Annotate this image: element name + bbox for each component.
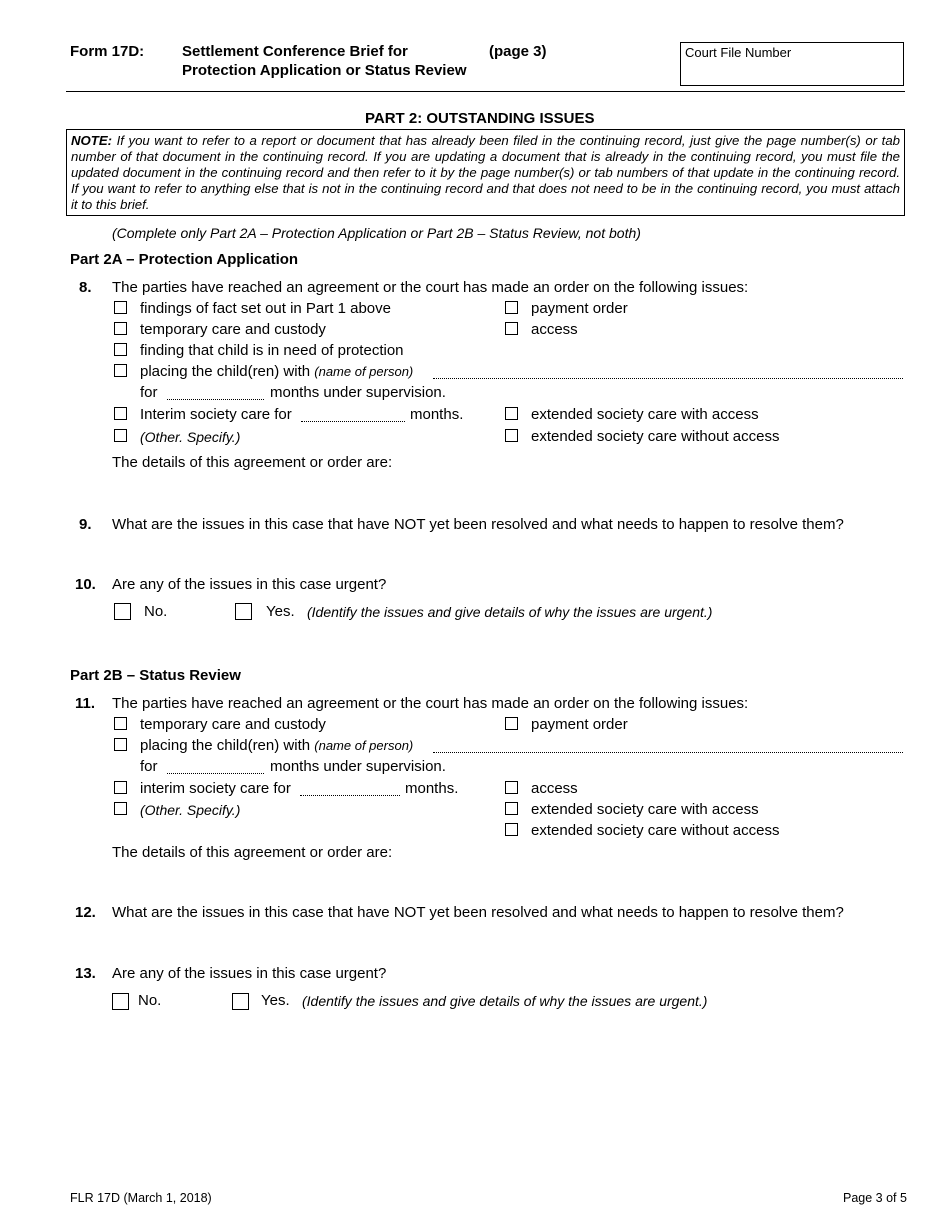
q8-interim-checkbox[interactable] <box>114 407 127 420</box>
q12-text: What are the issues in this case that have NOT yet been resolved and what needs to happen to resolve them? <box>112 904 844 921</box>
q8-placing-label: placing the child(ren) with (name of person) <box>140 363 414 380</box>
q11-person-name-field[interactable] <box>433 752 903 753</box>
q8-payment-label: payment order <box>531 300 628 317</box>
q11-temp-care-label: temporary care and custody <box>140 716 326 733</box>
q11-text: The parties have reached an agreement or the court has made an order on the following issues: <box>112 695 749 712</box>
q8-ext-without-label: extended society care without access <box>531 428 780 445</box>
court-file-number-field[interactable] <box>680 42 904 86</box>
q11-other-checkbox[interactable] <box>114 802 127 815</box>
q10-text: Are any of the issues in this case urgent? <box>112 576 387 593</box>
q8-access-label: access <box>531 321 578 338</box>
q11-details-label: The details of this agreement or order are: <box>112 844 393 861</box>
q8-findings-checkbox[interactable] <box>114 301 127 314</box>
q8-temp-care-checkbox[interactable] <box>114 322 127 335</box>
note-box <box>66 129 905 216</box>
court-file-number-label: Court File Number <box>685 45 792 60</box>
q10-yes-hint: (Identify the issues and give details of why the issues are urgent.) <box>307 604 713 620</box>
form-title-line1: Settlement Conference Brief for <box>182 43 408 60</box>
part2a-heading: Part 2A – Protection Application <box>70 251 299 268</box>
q8-interim-months-field[interactable] <box>301 421 405 422</box>
q10-no-checkbox[interactable] <box>114 603 131 620</box>
q8-person-name-field[interactable] <box>433 378 903 379</box>
q8-other-checkbox[interactable] <box>114 429 127 442</box>
q8-findings-label: findings of fact set out in Part 1 above <box>140 300 391 317</box>
q11-interim-months-field[interactable] <box>300 795 400 796</box>
q10-yes-checkbox[interactable] <box>235 603 252 620</box>
q11-supervision-months-field[interactable] <box>167 773 264 774</box>
q10-number: 10. <box>75 576 96 593</box>
q8-access-checkbox[interactable] <box>505 322 518 335</box>
q11-ext-without-label: extended society care without access <box>531 822 780 839</box>
q8-ext-with-checkbox[interactable] <box>505 407 518 420</box>
q11-payment-label: payment order <box>531 716 628 733</box>
q13-yes-label: Yes. <box>261 992 290 1009</box>
q8-for-label: for <box>140 384 158 401</box>
part2-title: PART 2: OUTSTANDING ISSUES <box>365 110 595 127</box>
q11-access-checkbox[interactable] <box>505 781 518 794</box>
page-label: (page 3) <box>489 43 547 60</box>
q8-placing-checkbox[interactable] <box>114 364 127 377</box>
q10-yes-label: Yes. <box>266 603 295 620</box>
q8-interim-label: Interim society care for <box>140 406 292 423</box>
q13-no-checkbox[interactable] <box>112 993 129 1010</box>
header-divider <box>66 91 905 92</box>
footer-form-id: FLR 17D (March 1, 2018) <box>70 1191 212 1205</box>
q11-other-label: (Other. Specify.) <box>140 802 241 818</box>
q8-temp-care-label: temporary care and custody <box>140 321 326 338</box>
q8-ext-without-checkbox[interactable] <box>505 429 518 442</box>
q11-ext-with-checkbox[interactable] <box>505 802 518 815</box>
form-title-line2: Protection Application or Status Review <box>182 62 467 79</box>
q11-interim-months-label: months. <box>405 780 459 797</box>
q9-number: 9. <box>79 516 92 533</box>
q13-yes-hint: (Identify the issues and give details of why the issues are urgent.) <box>302 993 708 1009</box>
q8-need-protection-checkbox[interactable] <box>114 343 127 356</box>
q8-supervision-months-field[interactable] <box>167 399 264 400</box>
q8-payment-checkbox[interactable] <box>505 301 518 314</box>
q11-ext-without-checkbox[interactable] <box>505 823 518 836</box>
q12-number: 12. <box>75 904 96 921</box>
q10-no-label: No. <box>144 603 168 620</box>
q11-number: 11. <box>75 695 96 712</box>
q8-months-supervision-label: months under supervision. <box>270 384 446 401</box>
q13-no-label: No. <box>138 992 162 1009</box>
q11-payment-checkbox[interactable] <box>505 717 518 730</box>
q8-ext-with-label: extended society care with access <box>531 406 759 423</box>
footer-page-number: Page 3 of 5 <box>843 1191 907 1205</box>
q8-interim-months-label: months. <box>410 406 464 423</box>
part2b-heading: Part 2B – Status Review <box>70 667 241 684</box>
form-label: Form 17D: <box>70 43 145 60</box>
q11-interim-label: interim society care for <box>140 780 291 797</box>
q8-number: 8. <box>79 279 92 296</box>
q13-yes-checkbox[interactable] <box>232 993 249 1010</box>
q8-other-label: (Other. Specify.) <box>140 429 241 445</box>
note-text: If you want to refer to a report or document that has already been filed in the continuing record, just give the page number(s) or tab number of that document in the continuing record. If you are updating a document that is already in the continuing record, you must file the updated document in the continuing record and then refer to it by the page number(s) or tab numbers of that update in the continuing record. If you want to refer to anything else that is not in the continuing record and that does not need to be in the continuing record, you must attach it to this brief. <box>71 133 900 212</box>
q11-ext-with-label: extended society care with access <box>531 801 759 818</box>
q11-placing-checkbox[interactable] <box>114 738 127 751</box>
q11-for-label: for <box>140 758 158 775</box>
part-instruction: (Complete only Part 2A – Protection Application or Part 2B – Status Review, not both) <box>112 225 641 241</box>
q8-need-protection-label: finding that child is in need of protection <box>140 342 404 359</box>
q8-details-label: The details of this agreement or order are: <box>112 454 393 471</box>
q13-text: Are any of the issues in this case urgent? <box>112 965 387 982</box>
q13-number: 13. <box>75 965 96 982</box>
q11-months-supervision-label: months under supervision. <box>270 758 446 775</box>
q8-text: The parties have reached an agreement or the court has made an order on the following issues: <box>112 279 749 296</box>
q11-access-label: access <box>531 780 578 797</box>
q11-interim-checkbox[interactable] <box>114 781 127 794</box>
note-label: NOTE: <box>71 133 113 148</box>
q11-temp-care-checkbox[interactable] <box>114 717 127 730</box>
q11-placing-label: placing the child(ren) with (name of person) <box>140 737 414 754</box>
q9-text: What are the issues in this case that have NOT yet been resolved and what needs to happen to resolve them? <box>112 516 844 533</box>
